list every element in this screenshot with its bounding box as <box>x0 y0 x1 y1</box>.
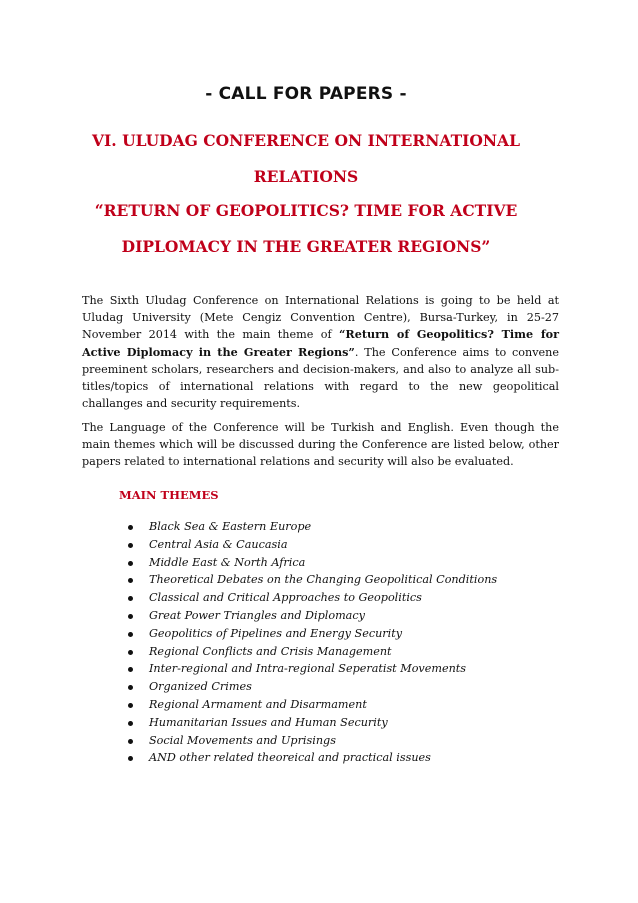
theme-item-label: Great Power Triangles and Diplomacy <box>149 608 365 622</box>
conference-title-line-2: RELATIONS <box>253 167 359 186</box>
intro-bold-theme: “Return of Geopolitics? Time for Active Diplomacy in the Greater Regions” <box>82 327 559 359</box>
bullet-icon <box>128 685 133 690</box>
theme-item-label: Inter-regional and Intra-regional Seperatist Movements <box>149 662 467 676</box>
theme-item-label: Central Asia & Caucasia <box>149 537 288 551</box>
intro-text-part-2: . The Conference aims to convene preeminent scholars, researchers and decision-makers, and also to analyze all sub-titles/topics of international relations with regard to the new geopolitical challanges and security requirements. <box>82 345 559 411</box>
theme-item-label: Regional Conflicts and Crisis Management <box>149 644 392 658</box>
theme-item <box>128 589 497 607</box>
bullet-icon <box>128 650 133 655</box>
intro-text-part-1: The Sixth Uludag Conference on International Relations is going to be held at Uludag University (Mete Cengiz Convention Centre), Bursa-Turkey, in 25-27 November 2014 with the main theme of <box>82 294 559 342</box>
theme-item <box>128 749 497 767</box>
bullet-icon <box>128 632 133 637</box>
main-themes-list <box>128 518 497 767</box>
bullet-icon <box>128 596 133 601</box>
theme-item <box>128 518 497 536</box>
theme-item-label: Black Sea & Eastern Europe <box>149 520 312 533</box>
conference-theme-line-2: DIPLOMACY IN THE GREATER REGIONS” <box>121 237 491 256</box>
theme-item-label: Middle East & North Africa <box>149 555 306 569</box>
theme-item-label: Organized Crimes <box>149 680 252 694</box>
theme-item <box>128 678 497 696</box>
bullet-icon <box>128 525 133 530</box>
theme-item <box>128 696 497 714</box>
call-for-papers-heading: - CALL FOR PAPERS - <box>205 84 407 104</box>
conference-theme-line-1: “RETURN OF GEOPOLITICS? TIME FOR ACTIVE <box>94 201 518 220</box>
bullet-icon <box>128 721 133 726</box>
theme-item <box>128 732 497 750</box>
theme-item-label: Geopolitics of Pipelines and Energy Security <box>149 626 403 640</box>
theme-item-label: Humanitarian Issues and Human Security <box>149 715 388 729</box>
bullet-icon <box>128 756 133 761</box>
theme-item <box>128 571 497 589</box>
bullet-icon <box>128 739 133 744</box>
theme-item <box>128 536 497 554</box>
theme-item <box>128 660 497 678</box>
bullet-icon <box>128 703 133 708</box>
bullet-icon <box>128 543 133 548</box>
bullet-icon <box>128 614 133 619</box>
bullet-icon <box>128 578 133 583</box>
language-paragraph: The Language of the Conference will be Turkish and English. Even though the main themes which will be discussed during the Conference are listed below, other papers related to international relations and security will also be evaluated. <box>82 421 559 469</box>
theme-item-label: Theoretical Debates on the Changing Geopolitical Conditions <box>149 573 498 587</box>
theme-item <box>128 714 497 732</box>
theme-item <box>128 643 497 661</box>
theme-item <box>128 625 497 643</box>
intro-paragraph <box>82 292 559 412</box>
theme-item-label: Social Movements and Uprisings <box>149 733 336 747</box>
theme-item-label: AND other related theoreical and practical issues <box>149 751 431 765</box>
bullet-icon <box>128 561 133 566</box>
theme-item <box>128 607 497 625</box>
theme-item-label: Classical and Critical Approaches to Geopolitics <box>149 591 422 605</box>
main-themes-heading: MAIN THEMES <box>119 488 219 502</box>
theme-item-label: Regional Armament and Disarmament <box>149 697 367 711</box>
theme-item <box>128 554 497 572</box>
conference-title-line-1: VI. ULUDAG CONFERENCE ON INTERNATIONAL <box>92 131 520 150</box>
bullet-icon <box>128 667 133 672</box>
